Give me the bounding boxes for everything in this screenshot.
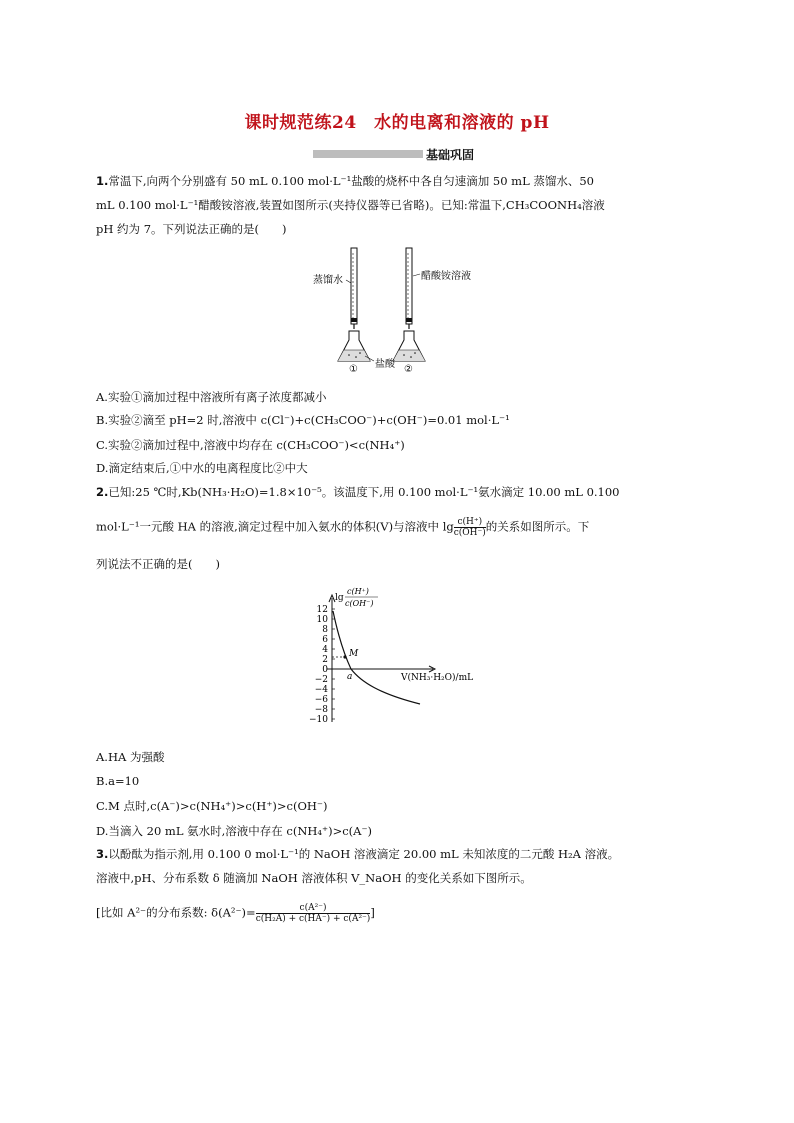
q3-number: 3. <box>96 847 109 861</box>
left-burette <box>351 248 357 329</box>
section-title: 基础巩固 <box>426 148 475 162</box>
y-tick-label: −2 <box>314 675 328 685</box>
q1-option-c: C.实验②滴加过程中,溶液中均存在 c(CH₃COO⁻)<c(NH₄⁺) <box>96 438 405 452</box>
label-a: a <box>347 672 353 682</box>
q2-option-a: A.HA 为强酸 <box>96 750 165 764</box>
y-tick-label: 6 <box>322 635 328 645</box>
y-tick-label: 0 <box>322 665 328 675</box>
y-tick-label: −4 <box>314 685 328 695</box>
q1-option-a: A.实验①滴加过程中溶液所有离子浓度都减小 <box>96 390 327 404</box>
y-tick-label: 10 <box>316 615 328 625</box>
y-axis-label-prefix: lg <box>335 593 344 603</box>
q1-line3: pH 约为 7。下列说法正确的是( ) <box>96 222 287 236</box>
q2-line2: mol·L⁻¹一元酸 HA 的溶液,滴定过程中加入氨水的体积(V)与溶液中 lg $\frac{c(H^+)}{c(OH^-)}$ 的关系如图所示。下 <box>96 517 590 538</box>
y-axis-label-num: c(H⁺) <box>347 587 369 596</box>
right-flask <box>393 331 425 361</box>
y-axis-label-den: c(OH⁻) <box>345 599 374 608</box>
page-title: 课时规范练24 水的电离和溶液的 pH <box>244 113 550 133</box>
q3-line1: 3.以酚酞为指示剂,用 0.100 0 mol·L⁻¹的 NaOH 溶液滴定 20.00 mL 未知浓度的二元酸 H₂A 溶液。 <box>96 847 620 861</box>
y-tick-label: −8 <box>314 705 328 715</box>
y-tick-label: 2 <box>322 655 328 665</box>
q1-option-d: D.滴定结束后,①中水的电离程度比②中大 <box>96 461 308 475</box>
y-tick-label: −6 <box>314 695 328 705</box>
q2-number: 2. <box>96 485 109 499</box>
y-tick-label: 4 <box>322 645 328 655</box>
label-mark-1: ① <box>349 364 358 373</box>
q1-line1: 1.常温下,向两个分别盛有 50 mL 0.100 mol·L⁻¹盐酸的烧杯中各自匀速滴加 50 mL 蒸馏水、50 <box>96 174 594 188</box>
q2-option-d: D.当滴入 20 mL 氨水时,溶液中存在 c(NH₄⁺)>c(A⁻) <box>96 824 373 838</box>
q1-option-b: B.实验②滴至 pH=2 时,溶液中 c(Cl⁻)+c(CH₃COO⁻)+c(OH⁻)=0.01 mol·L⁻¹ <box>96 413 510 427</box>
titration-apparatus-figure <box>300 243 500 373</box>
y-tick-label: 8 <box>322 625 328 635</box>
x-axis-label: V(NH₃·H₂O)/mL <box>401 673 474 683</box>
q2-option-b: B.a=10 <box>96 774 140 788</box>
q3-line2: 溶液中,pH、分布系数 δ 随滴加 NaOH 溶液体积 V_NaOH 的变化关系如下图所示。 <box>96 871 532 885</box>
label-m: M <box>349 649 359 659</box>
y-tick-label: 12 <box>316 605 328 615</box>
q3-fraction: $\frac{\text{c(A²⁻)}}{\text{c(H₂A) + c(HA⁻) + c(A²⁻)}}$ <box>255 903 371 924</box>
left-flask <box>338 331 370 361</box>
y-tick-labels <box>309 605 335 725</box>
y-tick-label: −10 <box>309 715 328 725</box>
q3-line3: [比如 A²⁻的分布系数: δ(A²⁻)= $\frac{\text{c(A²⁻)}}{\text{c(H₂A) + c(HA⁻) + c(A²⁻)}}$ ] <box>96 903 375 924</box>
section-bar <box>313 150 423 158</box>
point-m <box>343 655 346 658</box>
label-hydrochloric-acid: 盐酸 <box>375 359 395 370</box>
q2-fraction: $\frac{c(H^+)}{c(OH^-)}$ <box>453 517 486 538</box>
q1-number: 1. <box>96 174 109 188</box>
q1-line2: mL 0.100 mol·L⁻¹醋酸铵溶液,装置如图所示(夹持仪器等已省略)。已知:常温下,CH₃COONH₄溶液 <box>96 198 605 212</box>
q2-option-c: C.M 点时,c(A⁻)>c(NH₄⁺)>c(H⁺)>c(OH⁻) <box>96 799 328 813</box>
right-burette <box>406 248 412 329</box>
label-mark-2: ② <box>404 364 413 373</box>
q2-line3: 列说法不正确的是( ) <box>96 557 220 571</box>
label-distilled-water: 蒸馏水 <box>313 275 343 286</box>
label-ammonium-acetate: 醋酸铵溶液 <box>421 271 471 282</box>
q2-titration-graph <box>305 580 495 725</box>
q2-line1: 2.已知:25 ℃时,Kb(NH₃·H₂O)=1.8×10⁻⁵。该温度下,用 0.100 mol·L⁻¹氨水滴定 10.00 mL 0.100 <box>96 485 620 499</box>
